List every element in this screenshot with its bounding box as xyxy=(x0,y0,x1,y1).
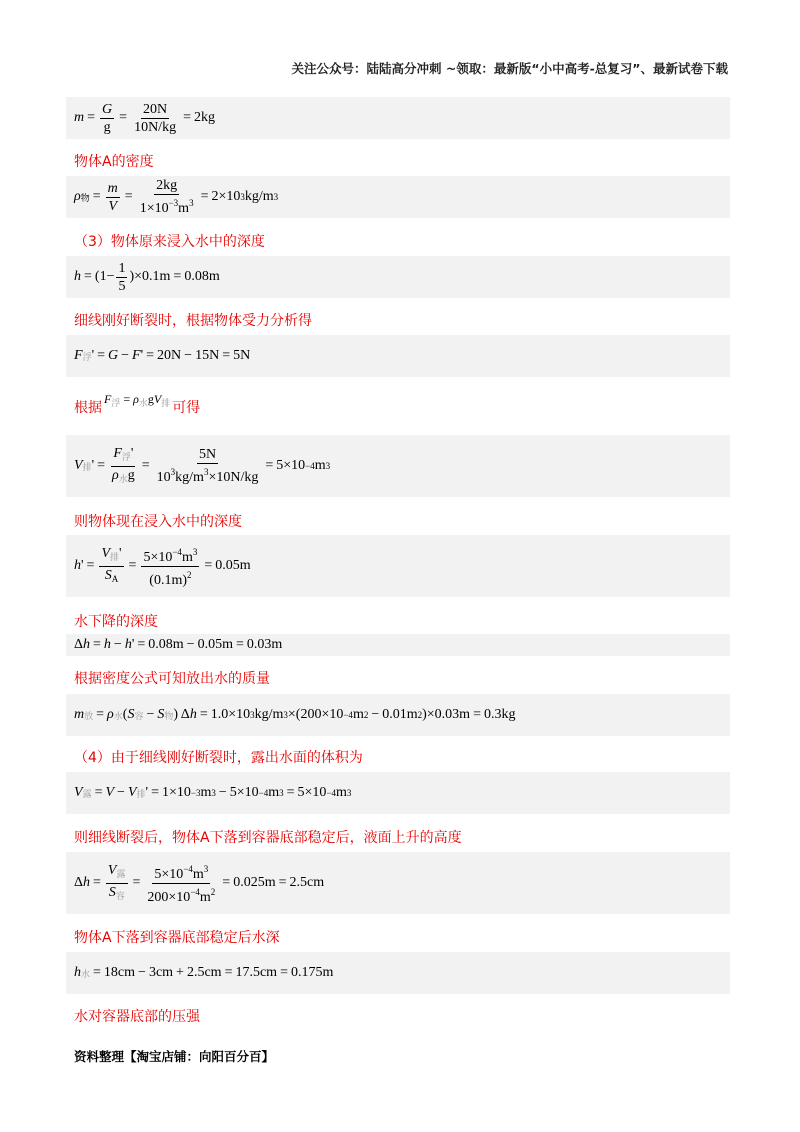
obtain-label: 可得 xyxy=(172,400,201,416)
formula-exposed-volume: V 露 = V − V 排 ' = 1×10 −3 m 3 − 5×10 −4 m 3 = 5×10 −4 m 3 xyxy=(66,772,730,814)
formula-archimedes: $F_浮 = \rho_水gV_排$ xyxy=(104,392,171,408)
formula-released-mass: m 放 = ρ 水 ( S 容 − S 物 ) Δ h = 1.0×10 3 kg/m 3 ×(200×10 −4 m 2 − 0.01m 2 )×0.03m = 0.3kg xyxy=(66,694,730,736)
now-depth-label: 则物体现在浸入水中的深度 xyxy=(74,514,242,530)
formula-water-depth: h 水 = 18cm − 3cm + 2.5cm = 17.5cm = 0.175m xyxy=(66,952,730,994)
formula-mass: m = $\frac{G}{g}$ = $\frac{20N}{10N/kg}$ = 2kg xyxy=(66,97,730,139)
pressure-label: 水对容器底部的压强 xyxy=(74,1009,200,1025)
q4-label: （4）由于细线刚好断裂时，露出水面的体积为 xyxy=(74,750,363,766)
formula-original-depth: h = (1− $\frac{1}{5}$ )×0.1m = 0.08m xyxy=(66,256,730,298)
formula-drop: Δ h = h − h ' = 0.08m − 0.05m = 0.03m xyxy=(66,634,730,656)
formula-buoyancy: F 浮 ' = G − F ' = 20N − 15N = 5N xyxy=(66,335,730,377)
q3-label: （3）物体原来浸入水中的深度 xyxy=(74,234,265,250)
depth-label: 物体A下落到容器底部稳定后水深 xyxy=(74,930,280,946)
density-label: 物体A的密度 xyxy=(74,154,154,170)
formula-current-depth: h ' = $\frac{V_排'}{S_A}$ = $\frac{5\times 10^{-4}m^3}{(0.1m)^2}$ = 0.05m xyxy=(66,535,730,597)
formula-rise-height: Δ h = $\frac{V_露}{S_容}$ = $\frac{5\times 10^{-4}m^3}{200\times 10^{-4}m^2}$ = 0.025m = 2.5cm xyxy=(66,852,730,914)
formula-displaced-volume: V 排 ' = $\frac{F_浮'}{\rho_水g}$ = $\frac{5N}{10^3kg/m^3\times 10N/kg}$ = 5×10 −4 m 3 xyxy=(66,435,730,497)
according-label: 根据 xyxy=(74,400,102,416)
mass-label: 根据密度公式可知放出水的质量 xyxy=(74,671,270,687)
drop-label: 水下降的深度 xyxy=(74,614,158,630)
rise-label: 则细线断裂后，物体A下落到容器底部稳定后，液面上升的高度 xyxy=(74,830,462,846)
formula-density: ρ 物 = $\frac{m}{V}$ = $\frac{2kg}{1\times 10^{-3}m^3}$ = 2×10 3 kg/m 3 xyxy=(66,176,730,218)
page-header: 关注公众号：陆陆高分冲刺 ~领取：最新版“小中高考-总复习”、最新试卷下载 xyxy=(291,61,728,76)
according-line xyxy=(74,392,201,418)
snap-label: 细线刚好断裂时，根据物体受力分析得 xyxy=(74,313,312,329)
page-footer: 资料整理【淘宝店铺：向阳百分百】 xyxy=(74,1049,275,1064)
